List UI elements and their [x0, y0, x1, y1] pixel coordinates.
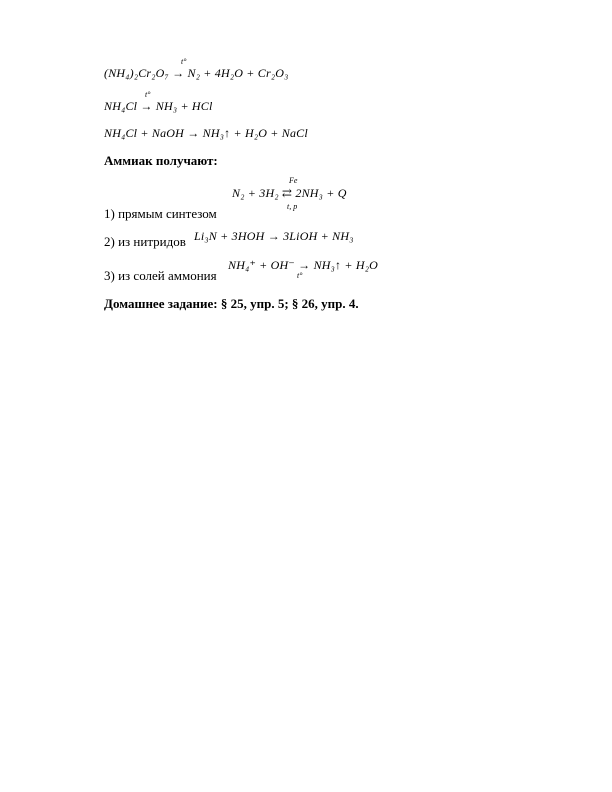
method-from-nitrides: 2) из нитридов — [104, 234, 186, 249]
equation-lhs: N₂ + 3H₂ — [232, 186, 279, 200]
method-from-ammonium-salts: 3) из солей аммония — [104, 268, 217, 283]
arrow-right-icon: → — [298, 258, 311, 272]
equation-lhs: NH₄Cl — [104, 99, 138, 113]
equation-ammonium-chloride-naoh — [104, 126, 308, 141]
equation-rhs: 2NH₃ + Q — [295, 186, 347, 200]
equilibrium-arrow-icon: ⇄ — [281, 186, 293, 200]
equation-lhs: NH₄Cl + NaOH — [104, 126, 185, 140]
equation-ammonium-dichromate — [104, 66, 288, 81]
equation-catalyst: Fe — [289, 176, 298, 185]
section-heading: Аммиак получают: — [104, 153, 218, 168]
method-direct-synthesis: 1) прямым синтезом — [104, 206, 217, 221]
equation-condition: t° — [297, 271, 303, 280]
arrow-right-icon: → — [187, 126, 200, 140]
arrow-right-icon: → — [172, 66, 185, 80]
arrow-right-icon: → — [140, 99, 153, 113]
equation-lhs: (NH₄)₂Cr₂O₇ — [104, 66, 169, 80]
arrow-right-icon: → — [267, 229, 280, 243]
equation-rhs: N₂ + 4H₂O + Cr₂O₃ — [187, 66, 289, 80]
homework-assignment: Домашнее задание: § 25, упр. 5; § 26, упр. 4. — [104, 296, 359, 311]
equation-lhs: Li₃N + 3HOH — [194, 229, 265, 243]
equation-rhs: NH₃↑ + H₂O — [313, 258, 379, 272]
equation-condition: t° — [181, 57, 187, 66]
equation-haber-synthesis — [232, 186, 347, 201]
equation-lithium-nitride — [194, 229, 354, 244]
equation-ammonium-ion — [228, 258, 378, 273]
equation-ammonium-chloride-decomposition — [104, 99, 213, 114]
equation-lhs: NH₄⁺ + OH⁻ — [228, 258, 295, 272]
equation-rhs: NH₃↑ + H₂O + NaCl — [202, 126, 308, 140]
equation-rhs: NH₃ + HCl — [155, 99, 213, 113]
equation-condition: t, p — [287, 202, 298, 211]
equation-rhs: 3LiOH + NH₃ — [283, 229, 354, 243]
equation-condition: t° — [145, 90, 151, 99]
